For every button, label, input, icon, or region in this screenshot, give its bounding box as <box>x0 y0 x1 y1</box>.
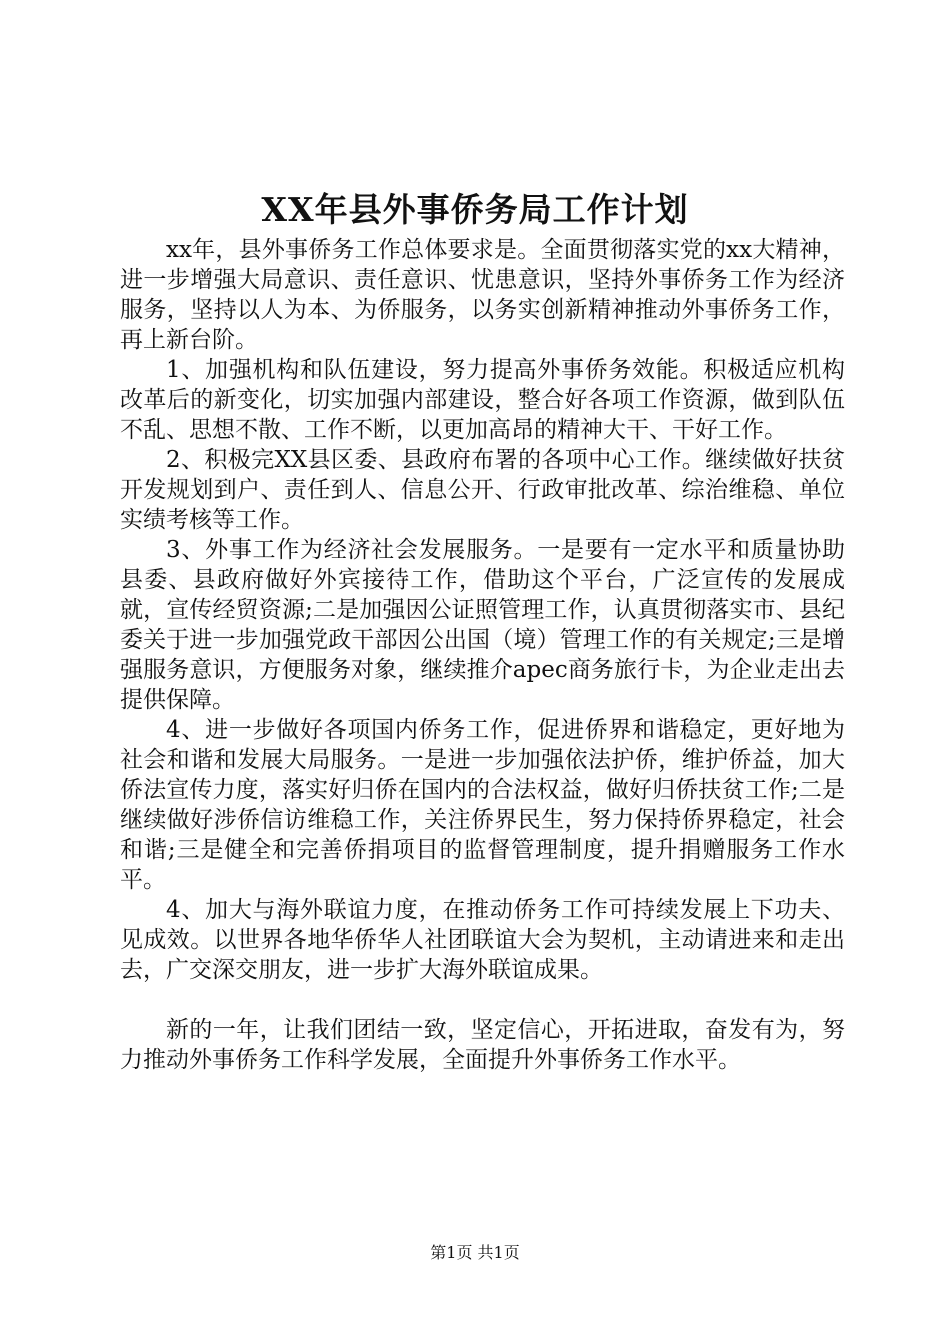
paragraph-item-3: 3、外事工作为经济社会发展服务。一是要有一定水平和质量协助县委、县政府做好外宾接待工作，借助这个平台，广泛宣传的发展成就，宣传经贸资源;二是加强因公证照管理工作，认真贯彻落实市、县纪委关于进一步加强党政干部因公出国（境）管理工作的有关规定;三是增强服务意识，方便服务对象，继续推介apec商务旅行卡，为企业走出去提供保障。 <box>120 537 845 713</box>
paragraph-closing: 新的一年，让我们团结一致，坚定信心，开拓进取，奋发有为，努力推动外事侨务工作科学发展，全面提升外事侨务工作水平。 <box>120 1017 845 1073</box>
document-title: XX年县外事侨务局工作计划 <box>261 190 689 229</box>
paragraph-item-4a: 4、进一步做好各项国内侨务工作，促进侨界和谐稳定，更好地为社会和谐和发展大局服务。一是进一步加强依法护侨，维护侨益，加大侨法宣传力度，落实好归侨在国内的合法权益，做好归侨扶贫工作;二是继续做好涉侨信访维稳工作，关注侨界民生，努力保持侨界稳定，社会和谐;三是健全和完善侨捐项目的监督管理制度，提升捐赠服务工作水平。 <box>120 717 845 893</box>
paragraph-item-2: 2、积极完XX县区委、县政府布署的各项中心工作。继续做好扶贫开发规划到户、责任到人、信息公开、行政审批改革、综治维稳、单位实绩考核等工作。 <box>120 447 845 533</box>
paragraph-intro: xx年，县外事侨务工作总体要求是。全面贯彻落实党的xx大精神，进一步增强大局意识、责任意识、忧患意识，坚持外事侨务工作为经济服务，坚持以人为本、为侨服务，以务实创新精神推动外事侨务工作，再上新台阶。 <box>120 237 845 353</box>
document-body <box>120 235 845 1075</box>
page-footer: 第1页 共1页 <box>430 1243 520 1262</box>
paragraph-item-1: 1、加强机构和队伍建设，努力提高外事侨务效能。积极适应机构改革后的新变化，切实加强内部建设，整合好各项工作资源，做到队伍不乱、思想不散、工作不断，以更加高昂的精神大干、干好工作。 <box>120 357 845 443</box>
paragraph-item-4b: 4、加大与海外联谊力度，在推动侨务工作可持续发展上下功夫、见成效。以世界各地华侨华人社团联谊大会为契机，主动请进来和走出去，广交深交朋友，进一步扩大海外联谊成果。 <box>120 897 845 983</box>
